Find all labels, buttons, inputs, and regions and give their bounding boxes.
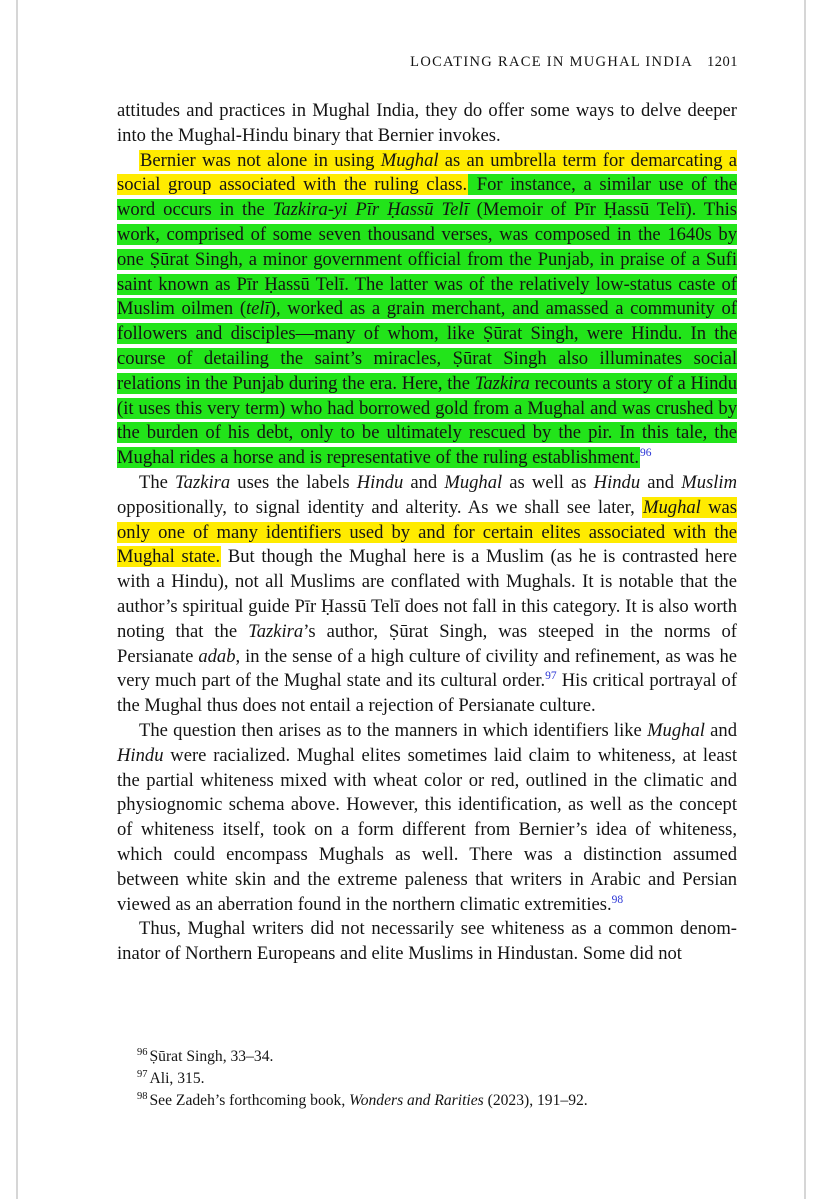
note-ref-96[interactable]: 96 xyxy=(640,447,652,460)
footnotes xyxy=(137,1046,737,1112)
running-title: LOCATING RACE IN MUGHAL INDIA xyxy=(410,54,693,70)
paragraph-3: The Tazkira uses the labels Hindu and Mughal as well as Hindu and Muslim oppositionally, to signal identity and alterity. As we shall see later, Mughal was only one of many identifiers used by and for certain elites associated with the Mughal state. But though the Mughal here is a Muslim (as he is contrasted here with a Hindu), not all Muslims are conflated with Mughals. It is notable that the author’s spiritual guide Pīr Ḥassū Telī does not fall in this category. It is also worth noting that the Tazkira’s author, Ṣūrat Singh, was steeped in the norms of Persianate adab, in the sense of a high culture of civility and refinement, as was he very much part of the Mughal state and its cultural order.$^{97}$ His critical portrayal of the Mughal thus does not entail a rejection of Persianate culture. xyxy=(117,471,738,717)
footnote-98: $^{98}$ See Zadeh’s forthcoming book, Wonders and Rarities (2023), 191–92. xyxy=(137,1091,588,1109)
running-header xyxy=(116,54,738,71)
highlight-green: For instance, a similar use of the word occurs in the Tazkira-yi Pīr Ḥassū Telī (Memoir of Pīr Ḥassū Telī). This work, comprised of some seven thousand verses, was composed in the 1640s by one Ṣūrat Singh, a minor government official from the Punjab, in praise of a Sufi saint known as Pīr Ḥassū Telī. The latter was of the relatively low-status caste of Muslim oilmen (telī), worked as a grain merchant, and amassed a community of followers and disciples—many of whom, like Ṣūrat Singh, were Hindu. In the course of detailing the saint’s miracles, Ṣūrat Singh also illuminates social relations in the Punjab during the era. Here, the Tazkira recounts a story of a Hindu (it uses this very term) who had borrowed gold from a Mughal and was crushed by the burden of his debt, only to be ultimately rescued by the pir. In this tale, the Mughal rides a horse and is representative of the ruling establishment. xyxy=(117,174,738,469)
paragraph-4: The question then arises as to the manners in which identifiers like Mughal and Hindu were racialized. Mughal elites sometimes laid claim to whiteness, at least the partial whiteness mixed with wheat color or red, outlined in the climatic and physiognomic schema above. However, this identification, as well as the concept of whiteness itself, took on a form different from Bernier’s idea of whiteness, which could encompass Mughals as well. There was a distinction assumed between white skin and the extreme paleness that writers in Arabic and Persian viewed as an aberration found in the northern climatic extremities.$^{98}$ xyxy=(117,719,737,915)
paragraph-5: Thus, Mughal writers did not necessarily see whiteness as a common denominator of Northern Europeans and elite Muslims in Hindustan. Some did not xyxy=(117,918,737,965)
highlight-yellow-2: Mughal was only one of many identifiers used by and for certain elites associated with the Mughal state. xyxy=(117,496,737,568)
footnote-97: $^{97}$ Ali, 315. xyxy=(137,1069,205,1087)
paragraph-1: attitudes and practices in Mughal India, they do offer some ways to delve deeper into the Mughal-Hindu binary that Bernier invokes. xyxy=(117,100,737,146)
note-ref-98[interactable]: 98 xyxy=(611,893,624,906)
body-text xyxy=(117,99,737,967)
page-number: 1201 xyxy=(707,54,738,70)
highlight-yellow: Bernier was not alone in using Mughal as an umbrella term for demarcating a social group associated with the ruling class. xyxy=(117,149,738,196)
paragraph-2 xyxy=(117,149,737,471)
footnote-96: $^{96}$ Ṣūrat Singh, 33–34. xyxy=(137,1047,274,1065)
note-ref-97[interactable]: 97 xyxy=(545,670,557,683)
